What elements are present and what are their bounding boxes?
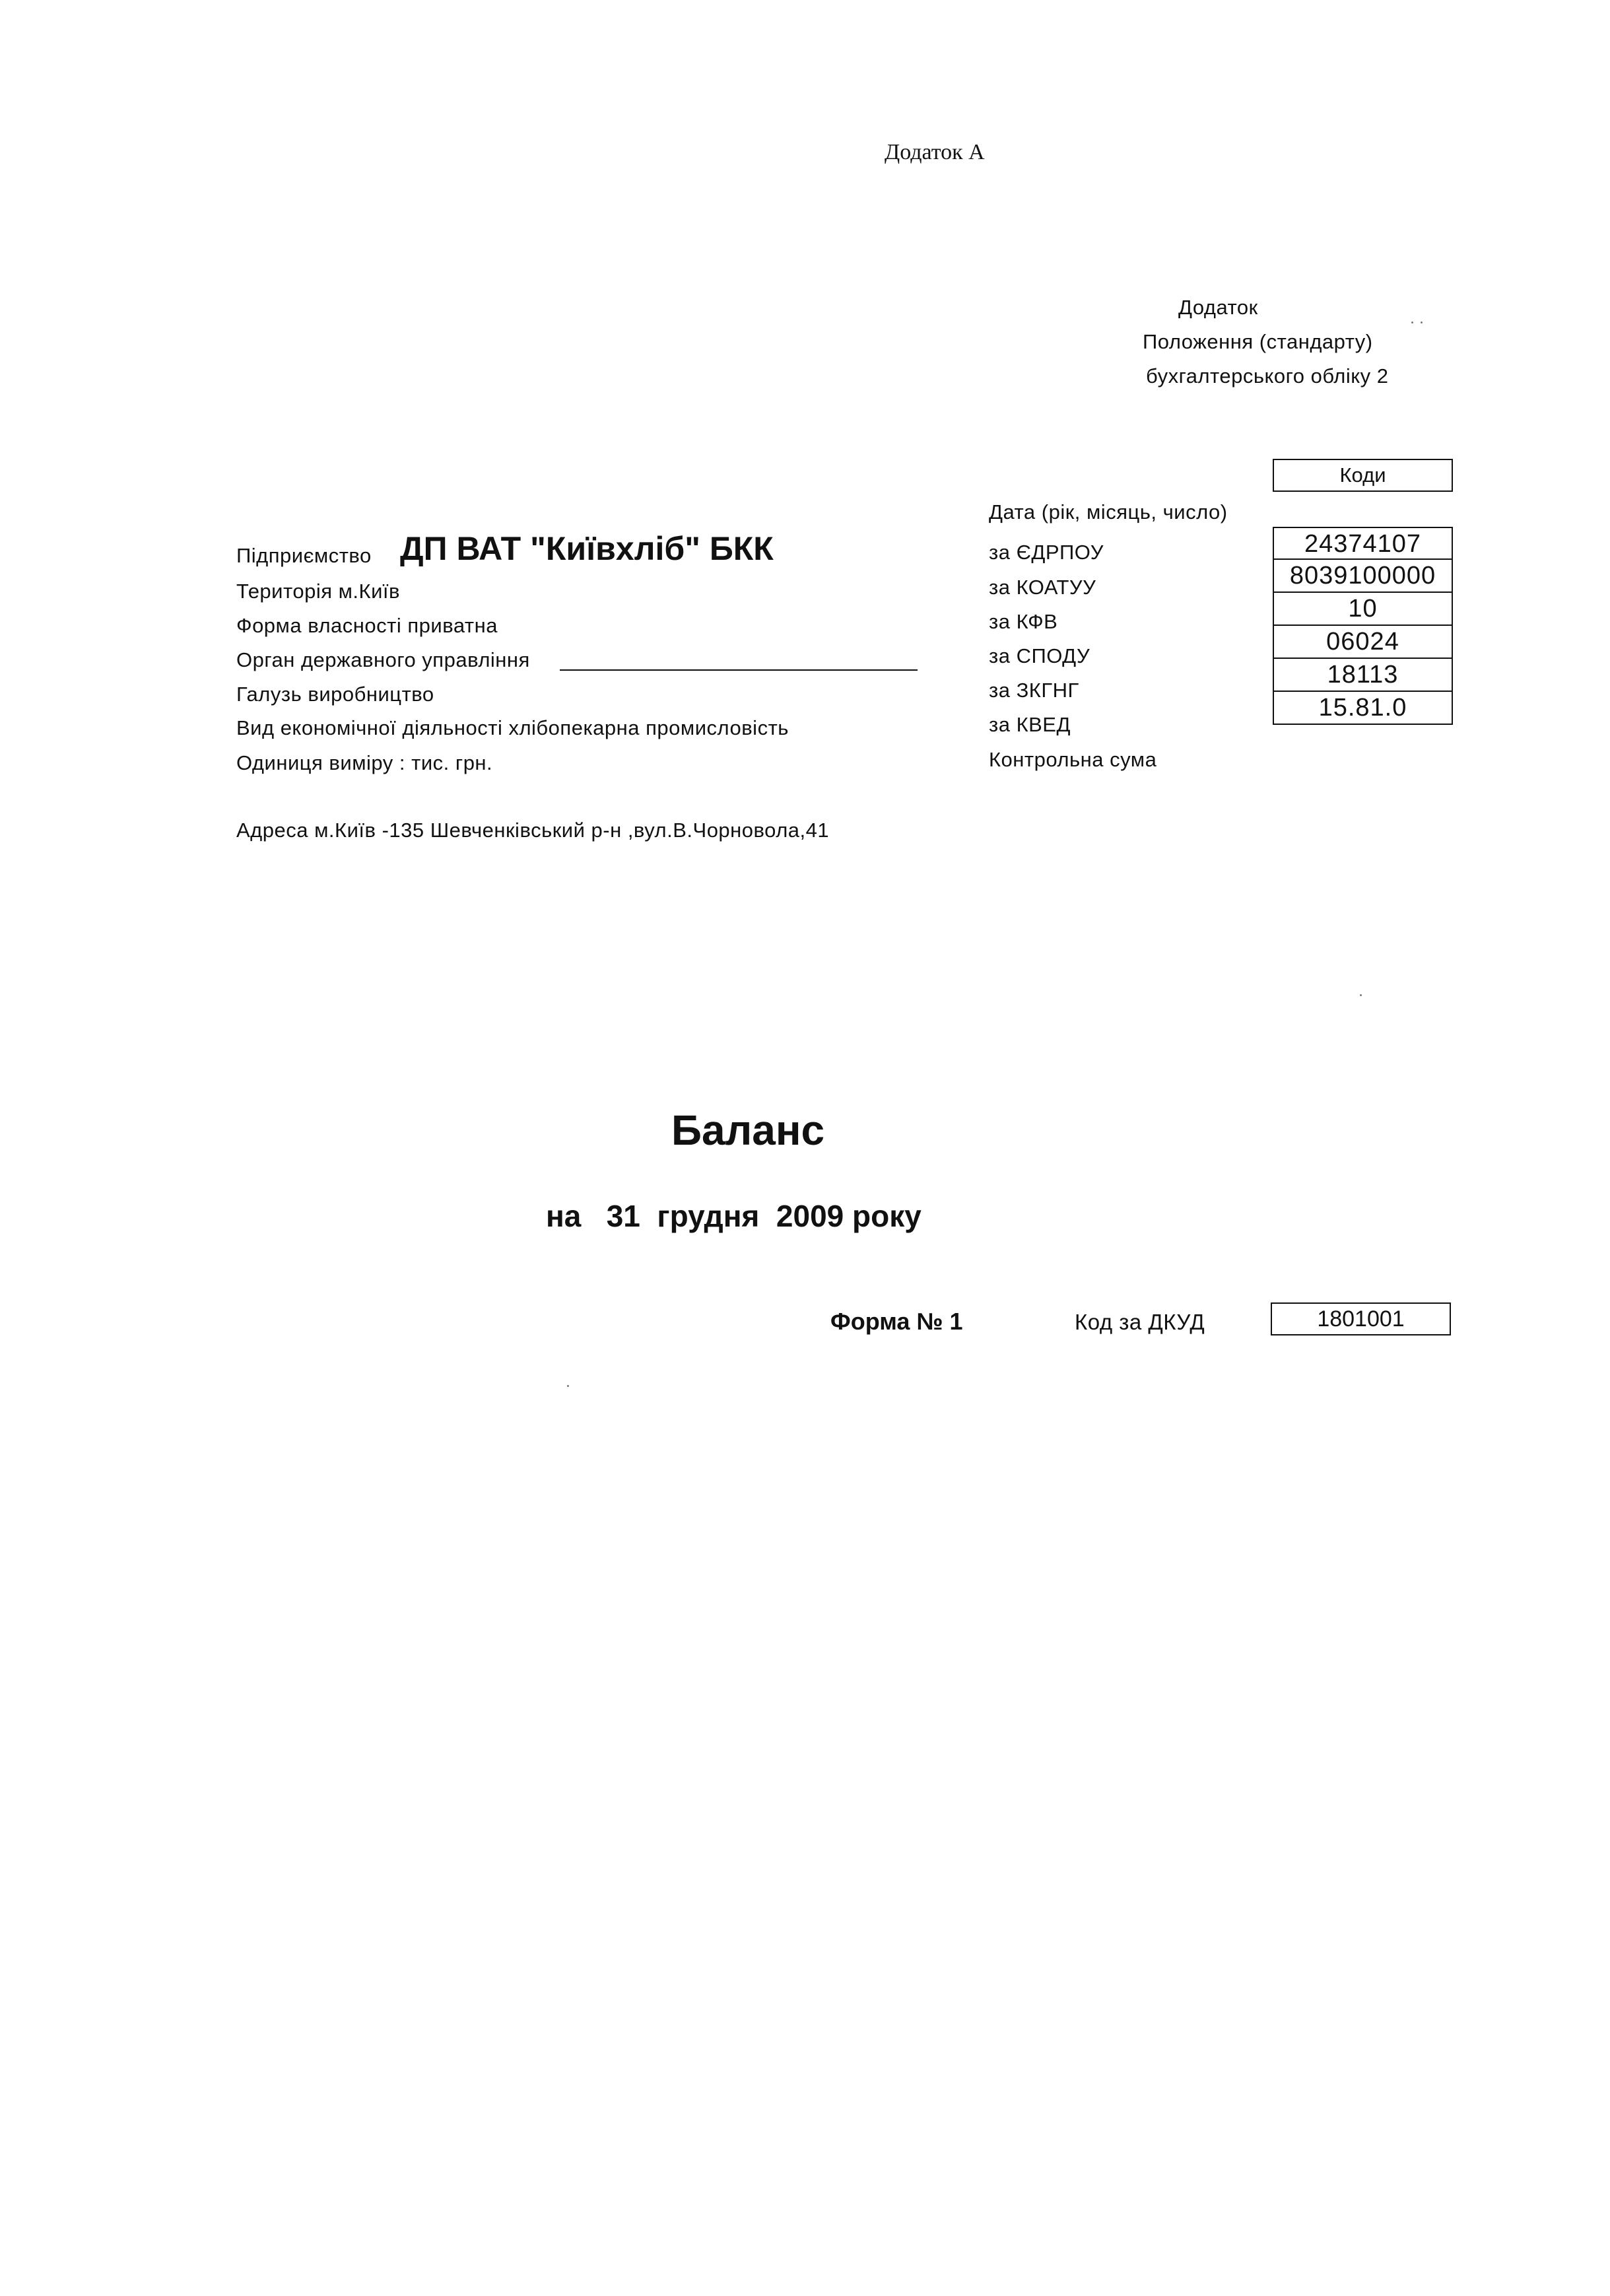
territory: Територія м.Київ <box>236 580 400 603</box>
form-number: Форма № 1 <box>830 1308 963 1335</box>
code-label-zkgng: за ЗКГНГ <box>989 679 1079 702</box>
dkud-label: Код за ДКУД <box>1075 1310 1205 1334</box>
industry: Галузь виробництво <box>236 683 434 706</box>
governing-authority: Орган державного управління <box>236 648 530 671</box>
appendix-note-line-3: бухгалтерського обліку 2 <box>1146 364 1389 388</box>
address: Адреса м.Київ -135 Шевченківський р-н ,вул.В.Чорновола,41 <box>236 819 830 842</box>
appendix-title: Додаток А <box>885 140 985 164</box>
code-label-spodu: за СПОДУ <box>989 644 1090 667</box>
code-label-kved: за КВЕД <box>989 713 1071 736</box>
economic-activity: Вид економічної діяльності хлібопекарна промисловість <box>236 716 789 739</box>
appendix-note-line-1: Додаток <box>1178 296 1258 319</box>
governing-authority-blank-line <box>560 669 918 671</box>
code-value-koatuu: 8039100000 <box>1273 560 1453 593</box>
dkud-value: 1801001 <box>1271 1302 1451 1335</box>
checksum-label: Контрольна сума <box>989 748 1157 771</box>
code-value-zkgng: 18113 <box>1273 659 1453 692</box>
code-label-koatuu: за КОАТУУ <box>989 576 1096 599</box>
enterprise-name: ДП ВАТ "Київхліб" БКК <box>400 530 774 567</box>
scan-speck <box>1411 321 1413 323</box>
scan-speck <box>1421 321 1423 323</box>
enterprise-label: Підприємство <box>236 544 372 567</box>
codes-header: Коди <box>1273 459 1453 492</box>
code-value-spodu: 06024 <box>1273 626 1453 659</box>
code-label-kfv: за КФВ <box>989 610 1058 633</box>
code-value-kfv: 10 <box>1273 593 1453 626</box>
code-value-kved: 15.81.0 <box>1273 692 1453 725</box>
page-subtitle: на 31 грудня 2009 року <box>546 1199 922 1233</box>
page-title: Баланс <box>671 1106 825 1154</box>
code-label-edrpou: за ЄДРПОУ <box>989 541 1104 564</box>
unit-of-measure: Одиниця виміру : тис. грн. <box>236 751 493 774</box>
code-value-edrpou: 24374107 <box>1273 527 1453 560</box>
date-label: Дата (рік, місяць, число) <box>989 500 1228 523</box>
scan-speck <box>567 1385 569 1387</box>
scan-speck <box>1360 994 1362 996</box>
ownership-form: Форма власності приватна <box>236 614 498 637</box>
appendix-note-line-2: Положення (стандарту) <box>1143 330 1373 353</box>
